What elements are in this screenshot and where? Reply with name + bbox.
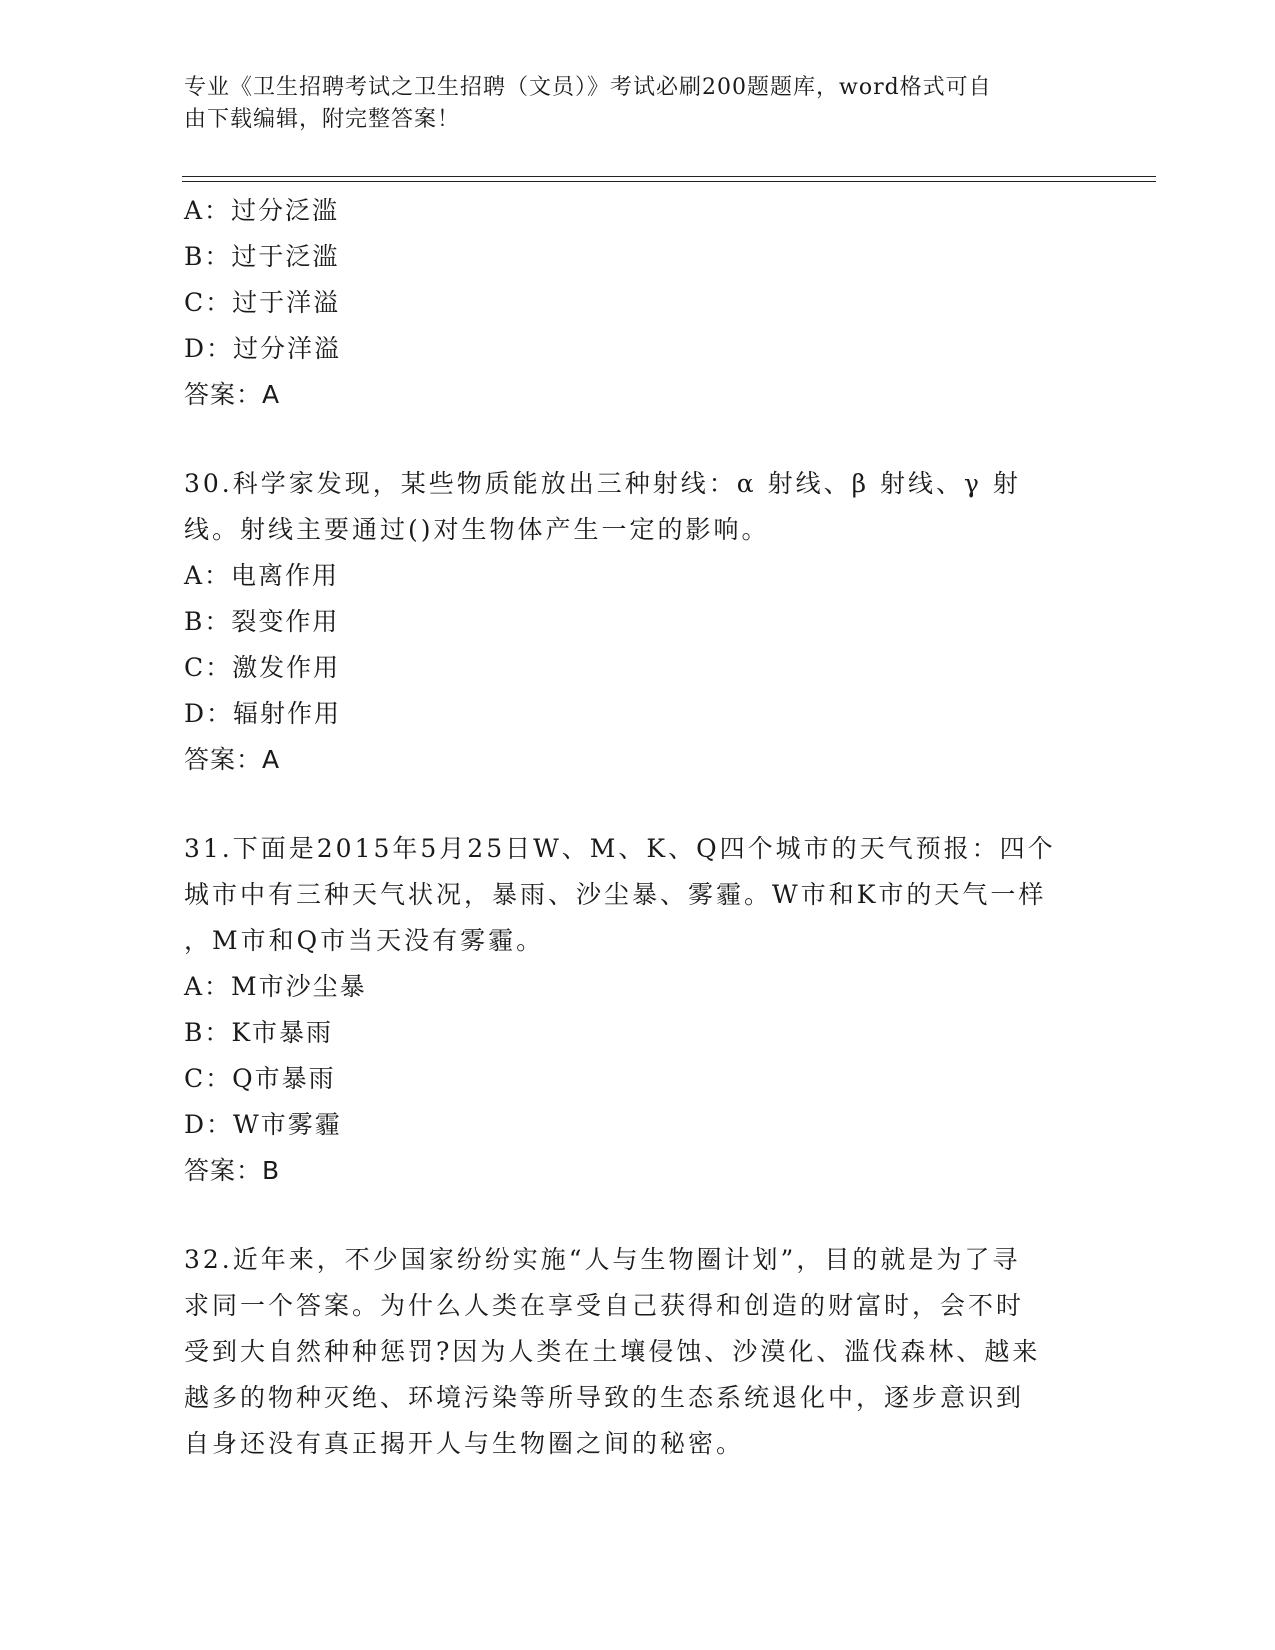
option-c: C：过于洋溢 xyxy=(184,288,341,317)
option-c: C：Q市暴雨 xyxy=(184,1064,336,1093)
page-header xyxy=(184,72,1064,136)
previous-question-block xyxy=(184,188,1084,418)
option-b: B：K市暴雨 xyxy=(184,1018,334,1047)
question-text-line: 城市中有三种天气状况，暴雨、沙尘暴、雾霾。W市和K市的天气一样 xyxy=(184,880,1047,909)
option-d: D：W市雾霾 xyxy=(184,1110,342,1139)
option-b: B：裂变作用 xyxy=(184,607,340,636)
question-32 xyxy=(184,1237,1084,1467)
question-text-line: ，M市和Q市当天没有雾霾。 xyxy=(184,926,545,955)
question-text-line: 受到大自然种种惩罚?因为人类在土壤侵蚀、沙漠化、滥伐森林、越来 xyxy=(184,1337,1041,1366)
option-a: A：电离作用 xyxy=(184,561,340,590)
question-text-line: 越多的物种灭绝、环境污染等所导致的生态系统退化中，逐步意识到 xyxy=(184,1383,1025,1412)
question-text-line: 求同一个答案。为什么人类在享受自己获得和创造的财富时，会不时 xyxy=(184,1291,1025,1320)
question-text-line: 线。射线主要通过()对生物体产生一定的影响。 xyxy=(184,515,770,544)
question-31 xyxy=(184,826,1084,964)
option-b: B：过于泛滥 xyxy=(184,242,340,271)
question-30-options xyxy=(184,553,1084,783)
option-d: D：过分洋溢 xyxy=(184,334,342,363)
question-text-line: 自身还没有真正揭开人与生物圈之间的秘密。 xyxy=(184,1429,745,1458)
header-line-2: 由下载编辑，附完整答案！ xyxy=(184,107,461,132)
option-a: A：M市沙尘暴 xyxy=(184,972,367,1001)
question-content xyxy=(184,188,1084,1467)
header-rule-top xyxy=(182,176,1156,177)
question-text-line: 30.科学家发现，某些物质能放出三种射线：α 射线、β 射线、γ 射 xyxy=(184,469,1021,498)
option-d: D：辐射作用 xyxy=(184,699,342,728)
spacer xyxy=(184,418,1084,461)
answer-line: 答案：A xyxy=(184,745,281,774)
question-text-line: 31.下面是2015年5月25日W、M、K、Q四个城市的天气预报：四个 xyxy=(184,834,1056,863)
header-line-1: 专业《卫生招聘考试之卫生招聘（文员）》考试必刷200题题库，word格式可自 xyxy=(184,75,992,100)
spacer xyxy=(184,1194,1084,1237)
header-rule-bottom xyxy=(182,181,1156,182)
option-a: A：过分泛滥 xyxy=(184,196,340,225)
answer-line: 答案：B xyxy=(184,1156,281,1185)
question-text-line: 32.近年来，不少国家纷纷实施“人与生物圈计划”，目的就是为了寻 xyxy=(184,1245,1021,1274)
spacer xyxy=(184,783,1084,826)
option-c: C：激发作用 xyxy=(184,653,341,682)
answer-line: 答案：A xyxy=(184,380,281,409)
question-30 xyxy=(184,461,1084,553)
question-31-options xyxy=(184,964,1084,1194)
